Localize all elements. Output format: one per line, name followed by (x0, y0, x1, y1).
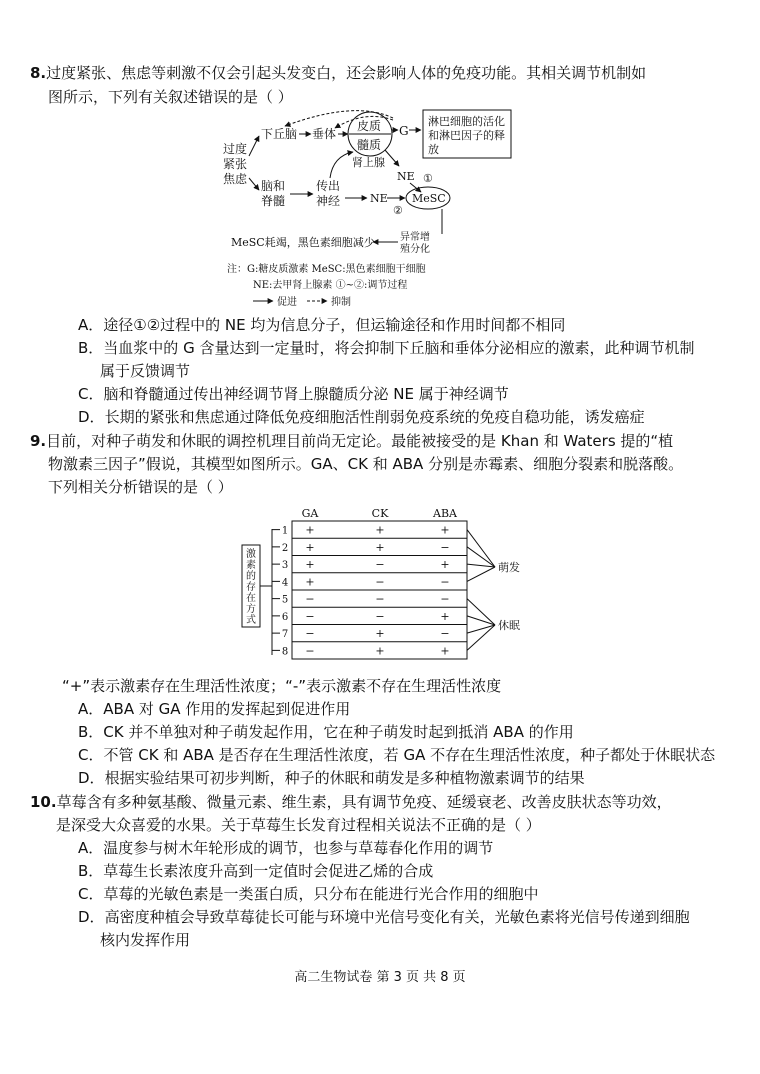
table-cell: − (375, 558, 385, 572)
header-aba: ABA (433, 507, 457, 520)
side-label-5: 在 (246, 593, 256, 604)
legend-inhibit: 抑制 (331, 297, 351, 308)
abnormal-label-1: 异常增 (400, 232, 430, 243)
legend-promote: 促进 (277, 297, 297, 308)
stress-label-1: 过度 (223, 142, 248, 156)
lymph-box-line3: 放 (428, 143, 439, 156)
q9-stem-line3: 下列相关分析错误的是（ ） (48, 478, 233, 496)
table-row-number: 2 (281, 542, 289, 554)
abnormal-label-2: 殖分化 (400, 244, 430, 255)
q9-option-a: A．ABA 对 GA 作用的发挥起到促进作用 (78, 700, 351, 718)
q10-number: 10. (30, 793, 57, 811)
side-label-2: 素 (246, 560, 256, 571)
q9-option-b: B．CK 并不单独对种子萌发起作用，它在种子萌发时起到抵消 ABA 的作用 (78, 723, 574, 741)
q10-option-a: A．温度参与树木年轮形成的调节，也参与草莓春化作用的调节 (78, 839, 494, 857)
q8-option-c: C．脑和脊髓通过传出神经调节肾上腺髓质分泌 NE 属于神经调节 (78, 385, 509, 403)
q8-option-a: A．途径①②过程中的 NE 均为信息分子，但运输途径和作用时间都不相同 (78, 316, 566, 334)
table-cell: + (305, 540, 315, 554)
table-cell: + (375, 523, 385, 537)
q8-number: 8. (30, 64, 47, 82)
table-row-number: 1 (281, 525, 289, 537)
table-cell: + (440, 644, 450, 658)
table-cell: − (440, 592, 450, 606)
table-cell: − (305, 609, 315, 623)
side-label-4: 存 (246, 582, 256, 593)
table-cell: − (375, 592, 385, 606)
stress-label-3: 焦虑 (223, 172, 248, 186)
hypothalamus-label: 下丘脑 (261, 127, 298, 141)
table-cell: − (440, 540, 450, 554)
brain-label-1: 脑和 (261, 179, 286, 193)
q8-stem-line1: 8.过度紧张、焦虑等刺激不仅会引起头发变白，还会影响人体的免疫功能。其相关调节机制如 (30, 64, 647, 82)
table-cell: + (440, 609, 450, 623)
table-cell: − (375, 575, 385, 589)
side-label-1: 激 (246, 549, 256, 560)
q10-stem-line2: 是深受大众喜爱的水果。关于草莓生长发育过程相关说法不正确的是（ ） (56, 816, 541, 834)
table-row-number: 3 (281, 560, 289, 572)
table-cell: − (440, 575, 450, 589)
q9-stem-line2: 物激素三因子”假说，其模型如图所示。GA、CK 和 ABA 分别是赤霉素、细胞分裂素和脱落酸。 (48, 455, 684, 473)
side-label-7: 式 (246, 615, 256, 626)
table-row-number: 4 (281, 577, 289, 589)
q10-option-d: D．高密度种植会导致草莓徒长可能与环境中光信号变化有关，光敏色素将光信号传递到细胞 (78, 908, 690, 926)
q10-option-b: B．草莓生长素浓度升高到一定值时会促进乙烯的合成 (78, 862, 434, 880)
header-ga: GA (301, 507, 319, 520)
header-ck: CK (371, 507, 389, 520)
q9-option-d: D．根据实验结果可初步判断，种子的休眠和萌发是多种植物激素调节的结果 (78, 769, 585, 787)
pituitary-label: 垂体 (312, 127, 337, 141)
table-cell: + (440, 558, 450, 572)
table-cell: − (305, 592, 315, 606)
q8-stem-line2: 图所示，下列有关叙述错误的是（ ） (48, 88, 293, 106)
table-cell: + (440, 523, 450, 537)
stress-label-2: 紧张 (223, 157, 248, 171)
q9-note: “+”表示激素存在生理活性浓度；“-”表示激素不存在生理活性浓度 (62, 677, 502, 695)
lymph-box-line2: 和淋巴因子的释 (428, 129, 505, 142)
table-row-number: 8 (281, 646, 289, 658)
brain-label-2: 脊髓 (261, 194, 286, 208)
medulla-label: 髓质 (357, 138, 382, 152)
q8-option-d: D．长期的紧张和焦虑通过降低免疫细胞活性削弱免疫系统的免疫自稳功能，诱发癌症 (78, 408, 645, 426)
lymph-box-line1: 淋巴细胞的活化 (428, 115, 505, 128)
germinate-label: 萌发 (498, 561, 520, 574)
q8-regulation-diagram (215, 108, 515, 308)
ne-top-label: NE (397, 170, 415, 183)
q9-hormone-table (240, 505, 540, 665)
g-label: G (399, 124, 409, 138)
page-footer: 高二生物试卷 第 3 页 共 8 页 (294, 970, 466, 985)
q8-option-b-cont: 属于反馈调节 (100, 362, 191, 380)
table-cell: − (440, 627, 450, 641)
efferent-label-2: 神经 (316, 194, 341, 208)
q9-option-c: C．不管 CK 和 ABA 是否存在生理活性浓度，若 GA 不存在生理活性浓度，种子都处于休眠状态 (78, 746, 716, 764)
mesc-label: MeSC (412, 192, 446, 205)
cortex-label: 皮质 (357, 119, 382, 133)
table-cell: + (305, 523, 315, 537)
q10-option-c: C．草莓的光敏色素是一类蛋白质，只分布在能进行光合作用的细胞中 (78, 885, 539, 903)
table-cell: + (305, 575, 315, 589)
table-cell: − (375, 609, 385, 623)
q9-stem-line1: 9.目前，对种子萌发和休眠的调控机理目前尚无定论。最能被接受的是 Khan 和 Waters 提的“植 (30, 432, 674, 450)
q10-option-d-cont: 核内发挥作用 (100, 931, 191, 949)
adrenal-label: 肾上腺 (352, 156, 385, 169)
circle1-label: ① (423, 172, 433, 185)
side-label-6: 方 (246, 604, 256, 615)
table-cell: + (305, 558, 315, 572)
side-label-3: 的 (246, 571, 256, 582)
table-cell: + (375, 540, 385, 554)
ne-mid-label: NE (370, 192, 388, 205)
dormant-label: 休眠 (498, 619, 520, 632)
table-cell: − (305, 644, 315, 658)
note-line2: NE:去甲肾上腺素 ①~②:调节过程 (253, 280, 408, 291)
q8-option-b: B．当血浆中的 G 含量达到一定量时，将会抑制下丘脑和垂体分泌相应的激素，此种调节机制 (78, 339, 695, 357)
q10-stem-line1: 10.草莓含有多种氨基酸、微量元素、维生素，具有调节免疫、延缓衰老、改善皮肤状态等功效， (30, 793, 672, 811)
q9-number: 9. (30, 432, 47, 450)
table-row-number: 6 (281, 611, 289, 623)
table-row-number: 7 (281, 629, 289, 641)
table-row-number: 5 (281, 594, 289, 606)
table-cell: + (375, 644, 385, 658)
table-cell: + (375, 627, 385, 641)
note-line1: 注：G:糖皮质激素 MeSC:黑色素细胞干细胞 (227, 264, 426, 275)
depletion-label: MeSC耗竭，黑色素细胞减少 (231, 236, 375, 249)
circle2-label: ② (393, 204, 403, 217)
table-cell: − (305, 627, 315, 641)
efferent-label-1: 传出 (316, 179, 341, 193)
